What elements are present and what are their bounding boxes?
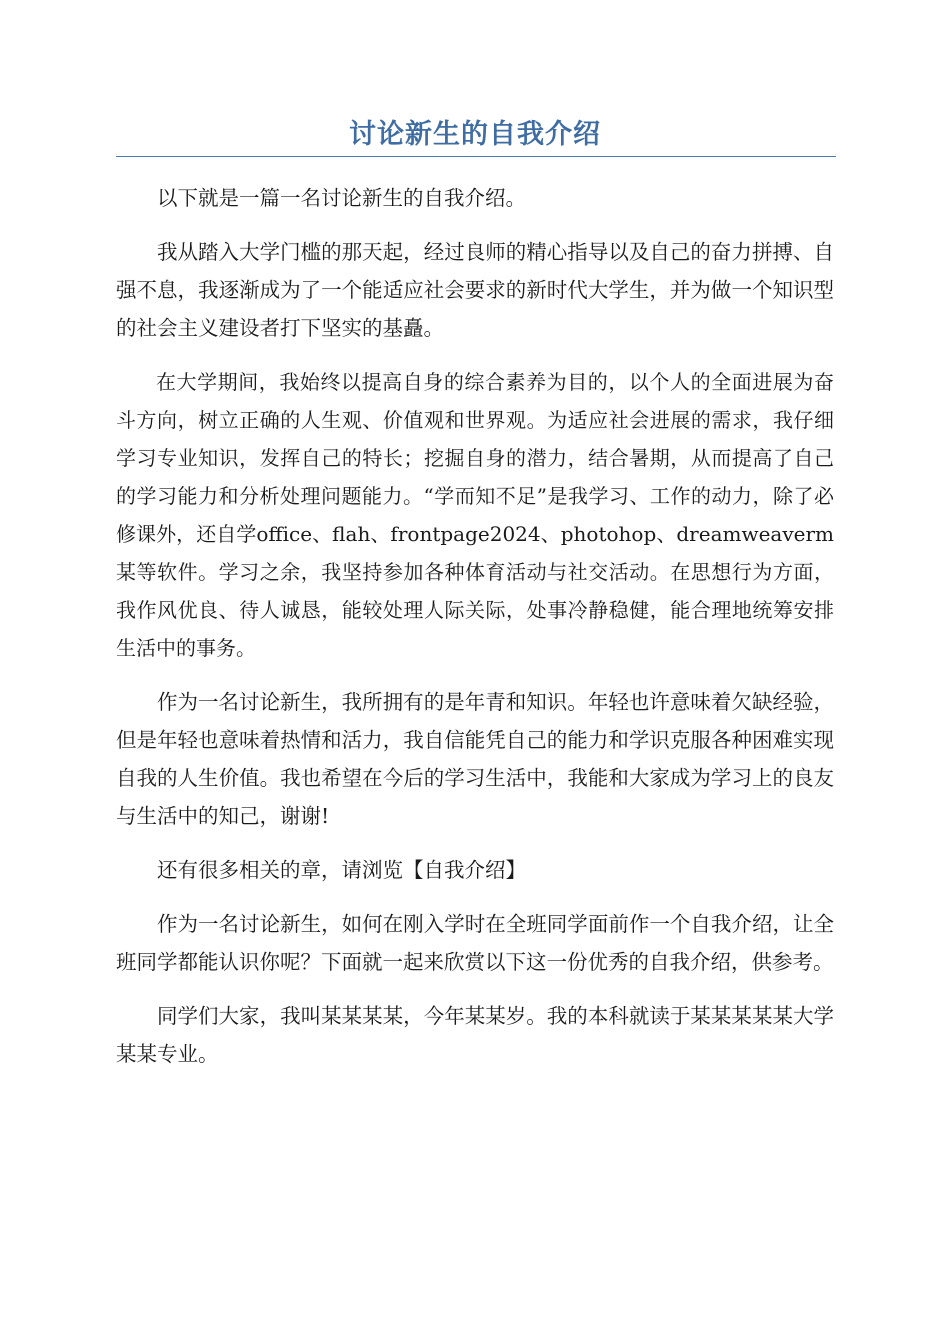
paragraph-how-to: 作为一名讨论新生，如何在刚入学时在全班同学面前作一个自我介绍，让全班同学都能认识你呢？下面就一起来欣赏以下这一份优秀的自我介绍，供参考。	[116, 912, 834, 974]
paragraph-university: 在大学期间，我始终以提高自身的综合素养为目的，以个人的全面进展为奋斗方向，树立正确的人生观、价值观和世界观。为适应社会进展的需求，我仔细学习专业知识，发挥自己的特长；挖掘自身的潜力，结合暑期，从而提高了自己的学习能力和分析处理问题能力。“学而知不足”是我学习、工作的动力，除了必修课外，还自学office、flah、frontpage2024、photohop、dreamweaverm某等软件。学习之余，我坚持参加各种体育活动与社交活动。在思想行为方面，我作风优良、待人诚恳，能较处理人际关际，处事冷静稳健，能合理地统筹安排生活中的事务。	[116, 370, 834, 660]
document-title: 讨论新生的自我介绍	[349, 119, 601, 150]
paragraph-growth: 我从踏入大学门槛的那天起，经过良师的精心指导以及自己的奋力拼搏、自强不息，我逐渐成为了一个能适应社会要求的新时代大学生，并为做一个知识型的社会主义建设者打下坚实的基矗。	[116, 240, 834, 340]
paragraph-youth: 作为一名讨论新生，我所拥有的是年青和知识。年轻也许意味着欠缺经验，但是年轻也意味着热情和活力，我自信能凭自己的能力和学识克服各种困难实现自我的人生价值。我也希望在今后的学习生活中，我能和大家成为学习上的良友与生活中的知己，谢谢!	[116, 690, 834, 828]
paragraph-greeting: 同学们大家，我叫某某某某，今年某某岁。我的本科就读于某某某某某大学某某专业。	[116, 1004, 834, 1066]
document-page	[116, 0, 834, 1089]
paragraph-more-articles: 还有很多相关的章，请浏览【自我介绍】	[157, 858, 526, 882]
title-underline	[116, 156, 836, 157]
document-body	[116, 179, 834, 1073]
paragraph-intro: 以下就是一篇一名讨论新生的自我介绍。	[157, 186, 526, 210]
